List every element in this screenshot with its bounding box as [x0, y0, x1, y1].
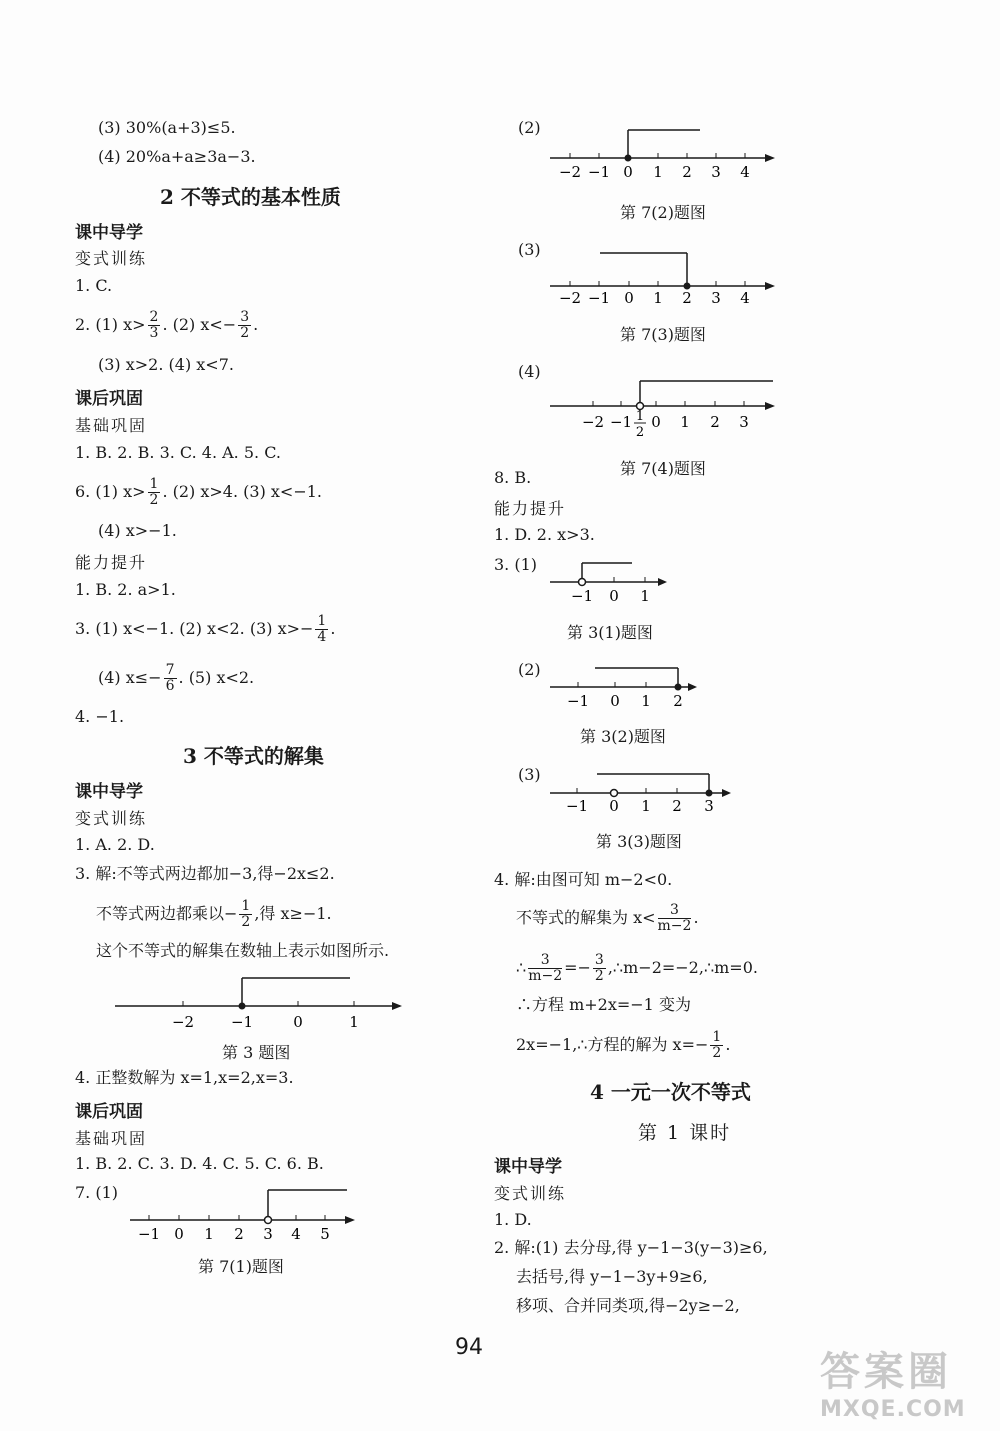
label-3-3: (3): [518, 765, 541, 784]
answers-b1: 1. B. 2. B. 3. C. 4. A. 5. C.: [75, 443, 281, 462]
tick-label: 1: [640, 587, 650, 605]
tick-label: 0: [623, 163, 633, 181]
fraction: $\frac{1}{2}$: [149, 476, 159, 508]
tick-label: 2: [234, 1225, 244, 1243]
heading-kehou: 课后巩固: [75, 389, 143, 409]
page-number: 94: [455, 1335, 483, 1360]
answer-k2: 2. 解:(1) 去分母,得 y−1−3(y−3)≥6,: [494, 1238, 768, 1257]
number-line-7-1: [125, 1180, 365, 1245]
tick-label: 0: [610, 692, 620, 710]
caption-7-3: 第 7(3)题图: [620, 325, 706, 344]
answer-g4c: ∴ $\frac{3}{m-2}$ =− $\frac{3}{2}$ ,∴m−2=−2,∴m=0.: [516, 952, 758, 984]
caption-7-2: 第 7(2)题图: [620, 203, 706, 222]
heading-jichu: 基础巩固: [75, 416, 148, 435]
fraction: $\frac{3}{m-2}$: [657, 902, 692, 934]
number-line-7-2: [545, 122, 785, 184]
tick-label: 1: [653, 289, 663, 307]
axis-arrow: [765, 154, 775, 162]
tick-label: 2: [673, 692, 683, 710]
tick-label: 0: [174, 1225, 184, 1243]
answer-c3: 3. (1) x<−1. (2) x<2. (3) x>− $\frac{1}{4}$ .: [75, 613, 336, 645]
answer-d4: 4. 正整数解为 x=1,x=2,x=3.: [75, 1068, 294, 1087]
caption-7-1: 第 7(1)题图: [198, 1257, 284, 1276]
tick-label: 1: [680, 413, 690, 431]
answer-d3b: 不等式两边都乘以− $\frac{1}{2}$ ,得 x≥−1.: [96, 898, 332, 930]
answer-k1: 1. D.: [494, 1210, 532, 1229]
label-7-2: (2): [518, 118, 541, 137]
caption-problem-3: 第 3 题图: [222, 1043, 291, 1062]
tick-label: −1: [137, 1225, 161, 1243]
answer-2b: (3) x>2. (4) x<7.: [98, 355, 234, 374]
section-4-title: 4 一元一次不等式: [590, 1080, 751, 1104]
answer-g3: 3. (1): [494, 555, 538, 574]
number-line-problem-3: [110, 970, 410, 1035]
answer-d3: 3. 解:不等式两边都加−3,得−2x≤2.: [75, 864, 335, 883]
tick-label: 1: [349, 1013, 359, 1031]
open-point: [579, 579, 586, 586]
fraction: $\frac{3}{2}$: [240, 309, 250, 341]
answers-e1: 1. B. 2. C. 3. D. 4. C. 5. C. 6. B.: [75, 1154, 324, 1173]
tick-label: −2: [558, 163, 582, 181]
fraction: $\frac{2}{3}$: [149, 309, 159, 341]
heading-nengli: 能力提升: [75, 553, 148, 572]
heading-kezhong-right: 课中导学: [494, 1157, 562, 1177]
tick-label: 2: [710, 413, 720, 431]
number-line-3-3: [545, 765, 740, 817]
tick-label: −1: [230, 1013, 254, 1031]
answer-g4b: 不等式的解集为 x< $\frac{3}{m-2}$ .: [516, 902, 699, 934]
fraction: $\frac{1}{4}$: [317, 613, 327, 645]
answer-k2c: 移项、合并同类项,得−2y≥−2,: [516, 1296, 740, 1315]
heading-nengli-right: 能力提升: [494, 499, 567, 518]
fraction: $\frac{3}{2}$: [594, 952, 604, 984]
axis-arrow: [345, 1216, 355, 1224]
tick-label: 2: [672, 797, 682, 815]
number-line-7-3: [545, 245, 785, 307]
caption-3-2: 第 3(2)题图: [580, 727, 666, 746]
tick-label: 3: [704, 797, 714, 815]
tick-label: 3: [711, 289, 721, 307]
tick-label: 2: [682, 163, 692, 181]
caption-7-4: 第 7(4)题图: [620, 459, 706, 478]
axis-arrow: [658, 578, 667, 586]
answer-1: 1. C.: [75, 276, 113, 295]
answer-k2b: 去括号,得 y−1−3y+9≥6,: [516, 1267, 708, 1286]
axis-arrow: [688, 683, 697, 691]
axis-arrow: [722, 789, 731, 797]
tick-label: 3: [739, 413, 749, 431]
number-line-7-4: [545, 370, 785, 442]
watermark: [820, 1340, 966, 1422]
answer-d3c: 这个不等式的解集在数轴上表示如图所示.: [96, 941, 390, 960]
half-numerator: 1: [635, 409, 645, 424]
caption-3-1: 第 3(1)题图: [567, 623, 653, 642]
caption-3-3: 第 3(3)题图: [596, 832, 682, 851]
tick-label: −1: [587, 163, 611, 181]
number-line-3-2: [545, 660, 705, 712]
tick-label: 1: [641, 797, 651, 815]
tick-label: 1: [641, 692, 651, 710]
tick-label: 3: [263, 1225, 273, 1243]
axis-arrow: [765, 402, 775, 410]
section-2-title: 2 不等式的基本性质: [160, 185, 341, 209]
open-point: [265, 1217, 272, 1224]
tick-label: 0: [651, 413, 661, 431]
tick-label: −1: [570, 587, 594, 605]
heading-kezhong-2: 课中导学: [75, 782, 143, 802]
label-7-4: (4): [518, 362, 541, 381]
tick-label: 4: [740, 289, 750, 307]
answers-c1: 1. B. 2. a>1.: [75, 580, 176, 599]
heading-kezhong: 课中导学: [75, 223, 143, 243]
open-point: [611, 790, 618, 797]
tick-label: −2: [171, 1013, 195, 1031]
section-3-title: 3 不等式的解集: [183, 744, 324, 768]
answer-g4d: ∴方程 m+2x=−1 变为: [516, 995, 691, 1014]
lesson-title: 第 1 课时: [638, 1122, 732, 1144]
solid-point: [706, 790, 713, 797]
answer-e7: 7. (1): [75, 1183, 119, 1202]
fraction: $\frac{3}{m-2}$: [528, 952, 563, 984]
answer-c3b: (4) x≤− $\frac{7}{6}$ . (5) x<2.: [98, 662, 255, 694]
tick-label: −1: [566, 692, 590, 710]
tick-label: 4: [291, 1225, 301, 1243]
answer-c4: 4. −1.: [75, 707, 125, 726]
tick-label: −2: [558, 289, 582, 307]
tick-label: 0: [609, 587, 619, 605]
solid-point: [625, 155, 632, 162]
fraction: $\frac{1}{2}$: [241, 898, 251, 930]
fraction: $\frac{1}{2}$: [712, 1029, 722, 1061]
heading-bianshi-right: 变式训练: [494, 1184, 567, 1203]
answers-d1: 1. A. 2. D.: [75, 835, 155, 854]
heading-jichu-2: 基础巩固: [75, 1129, 148, 1148]
fraction: $\frac{7}{6}$: [165, 662, 175, 694]
answer-g4: 4. 解:由图可知 m−2<0.: [494, 870, 673, 889]
label-3-2: (2): [518, 660, 541, 679]
number-line-3-1: [545, 555, 675, 607]
watermark-url: MXQE.COM: [820, 1397, 966, 1422]
answer-8: 8. B.: [494, 468, 532, 487]
tick-label: 3: [711, 163, 721, 181]
answers-g1: 1. D. 2. x>3.: [494, 525, 595, 544]
tick-label: 1: [653, 163, 663, 181]
half-denominator: 2: [635, 425, 645, 440]
tick-label: −2: [581, 413, 605, 431]
heading-bianshi-2: 变式训练: [75, 809, 148, 828]
heading-kehou-2: 课后巩固: [75, 1102, 143, 1122]
tick-label: 4: [740, 163, 750, 181]
answer-g4e: 2x=−1,∴方程的解为 x=− $\frac{1}{2}$ .: [516, 1029, 731, 1061]
answer-6b: (4) x>−1.: [98, 521, 177, 540]
tick-label: 1: [204, 1225, 214, 1243]
answer-6: 6. (1) x> $\frac{1}{2}$ . (2) x>4. (3) x<−1.: [75, 476, 323, 508]
answer-3-line: (3) 30%(a+3)≤5.: [98, 118, 236, 137]
tick-label: 0: [624, 289, 634, 307]
tick-label: −1: [609, 413, 633, 431]
tick-label: 2: [682, 289, 692, 307]
tick-label: 5: [320, 1225, 330, 1243]
answer-2: 2. (1) x> $\frac{2}{3}$ . (2) x<− $\frac{3}{2}$ .: [75, 309, 259, 341]
axis-arrow: [765, 282, 775, 290]
label-7-3: (3): [518, 240, 541, 259]
axis-arrow: [392, 1002, 402, 1010]
tick-label: −1: [587, 289, 611, 307]
watermark-logo-text: 答案圈: [820, 1349, 952, 1395]
tick-label: 0: [609, 797, 619, 815]
solid-point: [675, 684, 682, 691]
heading-bianshi: 变式训练: [75, 249, 148, 268]
tick-label: −1: [565, 797, 589, 815]
answer-4-line: (4) 20%a+a≥3a−3.: [98, 147, 256, 166]
tick-label: 0: [293, 1013, 303, 1031]
